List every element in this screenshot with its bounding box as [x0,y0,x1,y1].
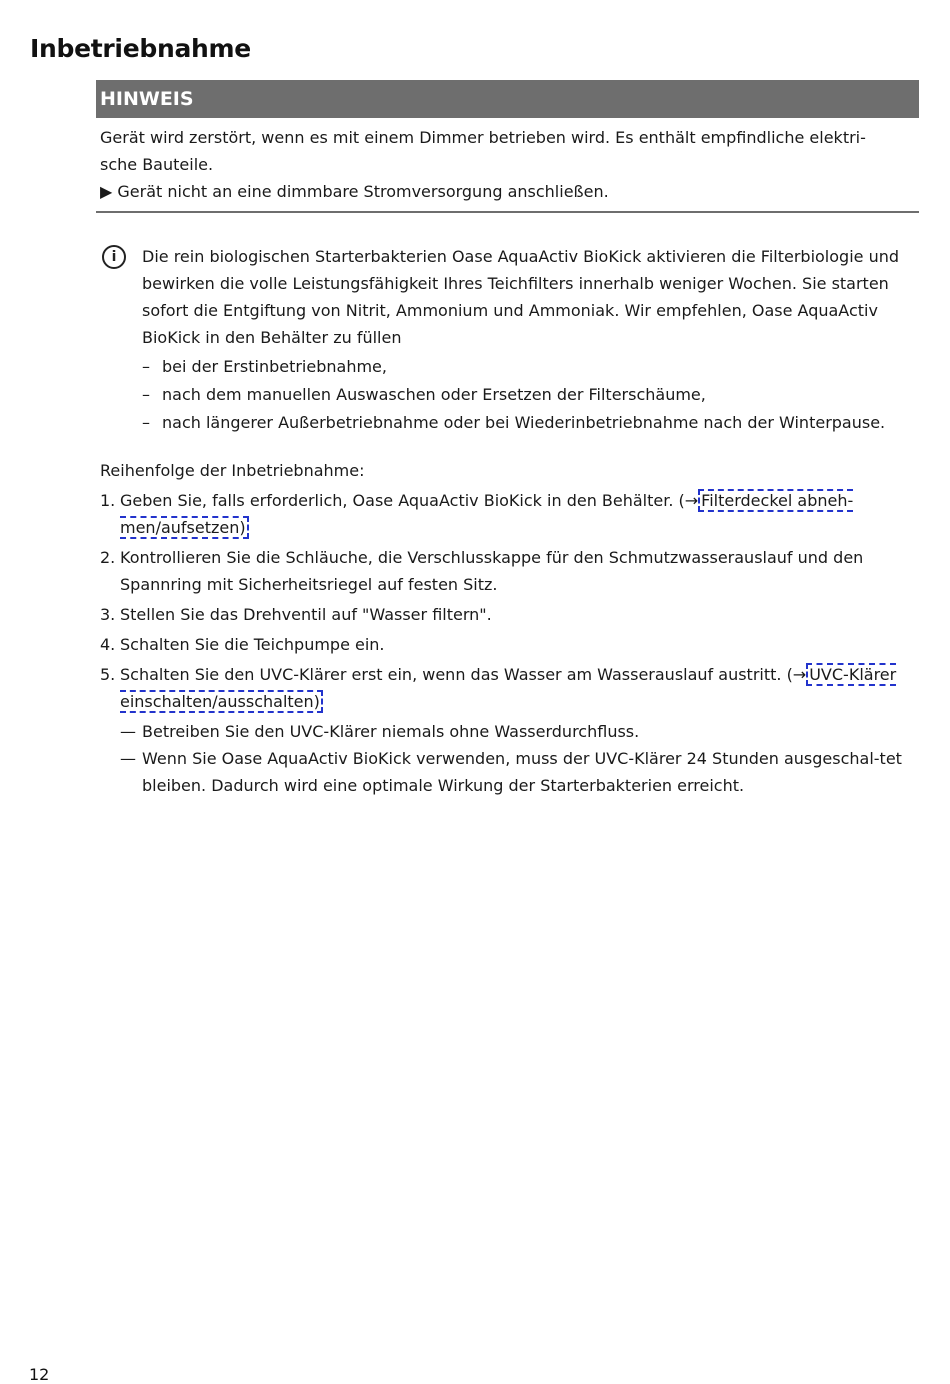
page-number: 12 [29,1365,50,1384]
notice-header: HINWEIS [96,80,919,118]
info-text: Die rein biologischen Starterbakterien Oase AquaActiv BioKick aktivieren die Filterbiologie und bewirken die volle Leistungsfähigkeit Ihres Teichfilters innerhalb weniger Wochen. Sie starten sofort die Entgiftung von Nitrit, Ammonium und Ammoniak. Wir empfehlen, Oase AquaActiv BioKick in den Behälter zu füllen [142,247,900,347]
notice-box [96,80,919,213]
step-3: 3. Stellen Sie das Drehventil auf "Wasser filtern". [100,605,492,624]
notice-text-line2: sche Bauteile. [100,155,214,174]
notice-body [96,118,919,211]
info-list [142,353,920,437]
substep-item: — Wenn Sie Oase AquaActiv BioKick verwenden, muss der UVC-Klärer 24 Stunden ausgeschal-tet bleiben. Dadurch wird eine optimale Wirkung der Starterbakterien erreicht. [120,749,902,795]
step-5: 5. Schalten Sie den UVC-Klärer erst ein, wenn das Wasser am Wasserauslauf austritt. (→ UVC-Klärer einschalten/ausschalten) [100,665,897,711]
notice-text-line1: Gerät wird zerstört, wenn es mit einem Dimmer betrieben wird. Es enthält empfindliche elektri- [100,128,866,147]
notice-divider [96,211,919,213]
info-block [100,243,920,437]
triangle-right-icon: ▶ [100,182,113,201]
link-filterdeckel[interactable]: Filterdeckel abneh-men/aufsetzen) [120,491,854,537]
step-2: 2. Kontrollieren Sie die Schläuche, die Verschlusskappe für den Schmutzwasserauslauf und den Spannring mit Sicherheitsriegel auf festen Sitz. [100,548,864,594]
notice-action-text: Gerät nicht an eine dimmbare Stromversorgung anschließen. [117,182,609,201]
list-item: – bei der Erstinbetriebnahme, [142,357,387,376]
substeps-list [100,718,920,799]
notice-action [100,178,919,205]
list-item: – nach dem manuellen Auswaschen oder Ersetzen der Filterschäume, [142,385,706,404]
steps-list [100,487,920,715]
procedure [100,457,920,799]
link-uvc-klaerer[interactable]: UVC-Klärer einschalten/ausschalten) [120,665,897,711]
substep-item: — Betreiben Sie den UVC-Klärer niemals ohne Wasserdurchfluss. [120,722,640,741]
step-4: 4. Schalten Sie die Teichpumpe ein. [100,635,385,654]
page-title: Inbetriebnahme [30,34,251,63]
procedure-intro: Reihenfolge der Inbetriebnahme: [100,461,365,480]
list-item: – nach längerer Außerbetriebnahme oder bei Wiederinbetriebnahme nach der Winterpause. [142,413,886,432]
info-icon: i [102,245,126,269]
step-1: 1. Geben Sie, falls erforderlich, Oase AquaActiv BioKick in den Behälter. (→ Filterdeckel abneh-men/aufsetzen) [100,491,854,537]
